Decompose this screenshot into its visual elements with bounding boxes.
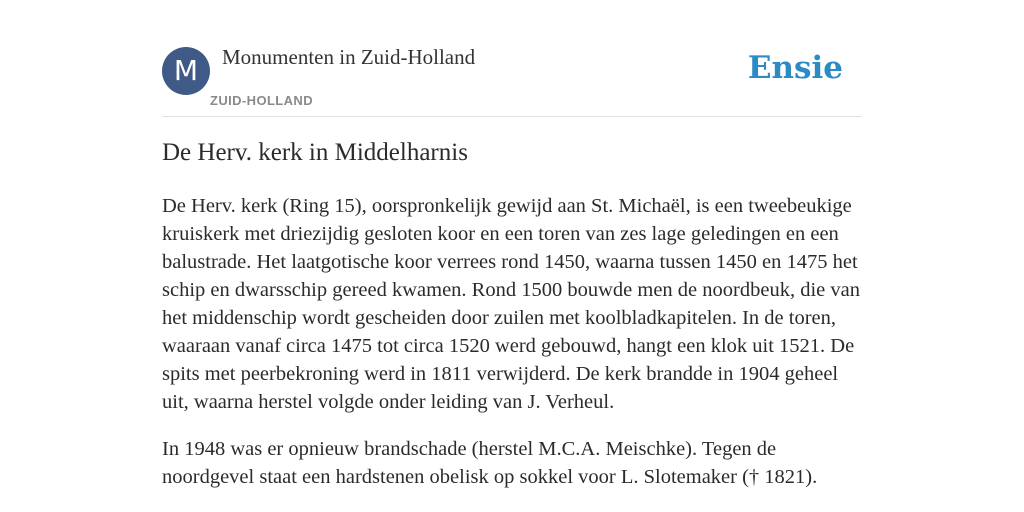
source-title-link[interactable]: Monumenten in Zuid-Holland [222, 45, 476, 69]
ensie-logo[interactable]: Ensie [747, 50, 843, 86]
article-paragraph: De Herv. kerk (Ring 15), oorspronkelijk gewijd aan St. Michaël, is een tweebeukige kruiskerk met driezijdig gesloten koor en een toren van zes lage geledingen en een balustrade. Het laatgotische koor verrees rond 1450, waarna tussen 1450 en 1475 het schip en dwarsschip gereed kwamen. Rond 1500 bouwde men de noordbeuk, die van het middenschip wordt gescheiden door zuilen met koolbladkapitelen. In de toren, waaraan vanaf circa 1475 tot circa 1520 werd gebouwd, hangt een klok uit 1521. De spits met peerbekroning werd in 1811 verwijderd. De kerk brandde in 1904 geheel uit, waarna herstel volgde onder leiding van J. Verheul. [162, 195, 860, 413]
article-body [162, 192, 862, 510]
page-container [162, 0, 862, 488]
article-paragraph: In 1948 was er opnieuw brandschade (herstel M.C.A. Meischke). Tegen de noordgevel staat een hardstenen obelisk op sokkel voor L. Slotemaker († 1821). [162, 438, 818, 488]
source-avatar[interactable]: M [162, 47, 210, 95]
source-category-tag[interactable]: ZUID-HOLLAND [210, 93, 314, 108]
article-title: De Herv. kerk in Middelharnis [162, 139, 468, 166]
source-header [162, 0, 862, 117]
